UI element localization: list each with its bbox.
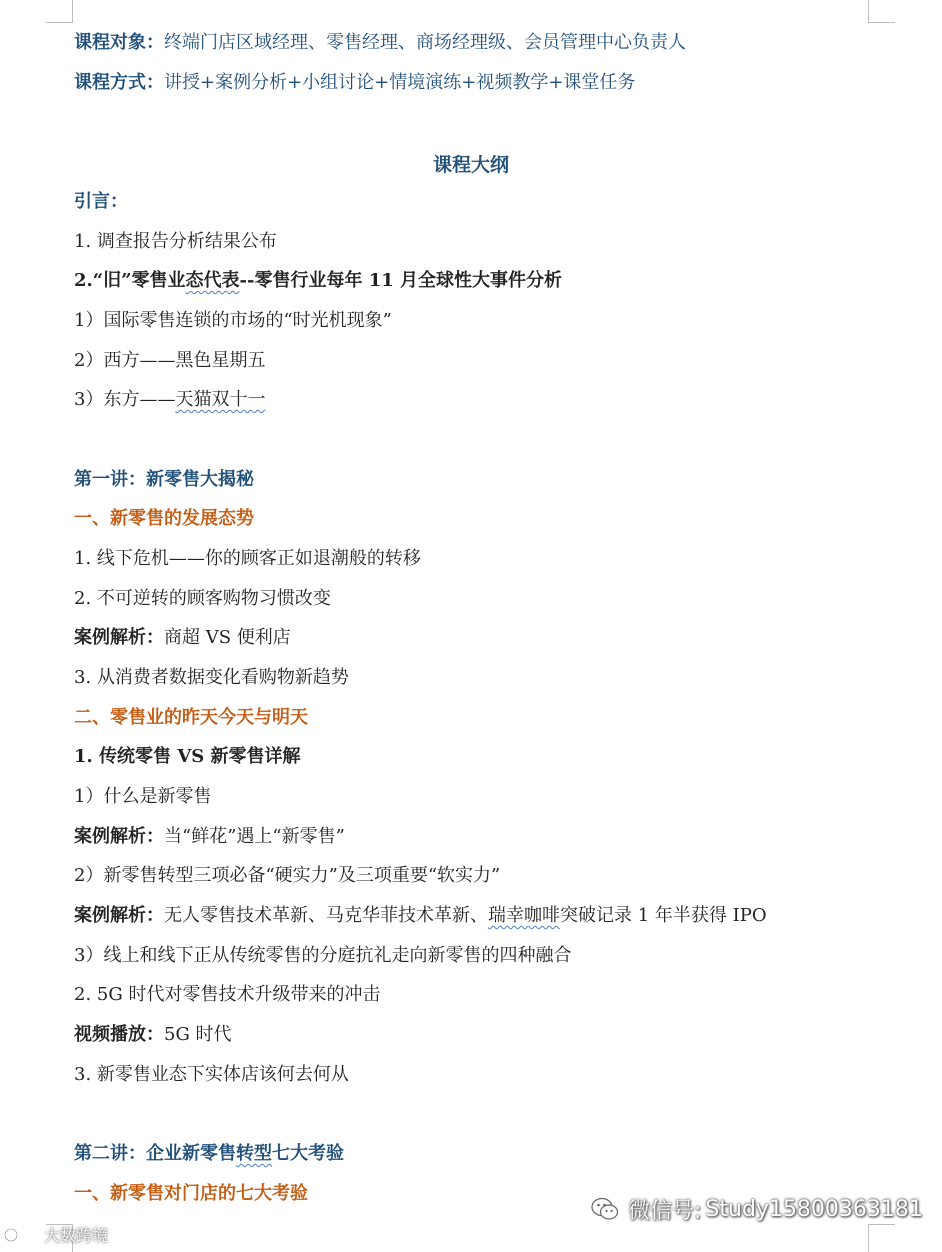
preface-sub-1: 1）国际零售连锁的市场的“时光机现象”: [74, 310, 392, 331]
case-analysis-1-label: 案例解析：: [74, 627, 164, 648]
case-analysis-3-part-a: 无人零售技术革新、马克华菲技术革新、: [164, 905, 488, 926]
lecture-1-section-1: 一、新零售的发展态势: [74, 508, 254, 529]
preface-item-1: 1. 调查报告分析结果公布: [74, 231, 277, 252]
wechat-label: 微信号:: [628, 1198, 702, 1224]
brand-watermark: [4, 1221, 108, 1247]
section-2-item-3: 3. 新零售业态下实体店该何去何从: [74, 1064, 349, 1085]
section-2-item-2: 2. 5G 时代对零售技术升级带来的冲击: [74, 984, 381, 1005]
lecture-2-heading-part-c: 七大考验: [272, 1143, 344, 1164]
course-method-label: 课程方式：: [74, 72, 164, 93]
page-corner-mark-top-left: [46, 0, 73, 23]
page-corner-mark-top-right: [868, 0, 895, 23]
preface-heading: 引言：: [74, 191, 128, 212]
preface-item-2-part-a: 2.“旧”零售业: [74, 270, 186, 291]
preface-sub-2: 2）西方——黑色星期五: [74, 350, 266, 371]
preface-sub-3: [74, 388, 265, 412]
course-audience-label: 课程对象：: [74, 32, 164, 53]
video-playback: [74, 1023, 232, 1047]
lecture-2-heading-part-a: 第二讲：企业新零售: [74, 1143, 236, 1164]
case-analysis-2: [74, 825, 345, 849]
brand-logo-icon: [4, 1225, 40, 1243]
preface-item-2: [74, 269, 562, 293]
lecture-1-item-2: 2. 不可逆转的顾客购物习惯改变: [74, 588, 331, 609]
preface-sub-3-part-a: 3）东方——: [74, 389, 176, 410]
section-2-sub-1: 1）什么是新零售: [74, 786, 212, 807]
video-playback-value: 5G 时代: [164, 1024, 232, 1045]
course-audience: [74, 31, 686, 55]
case-analysis-3-part-b: 瑞幸咖啡: [488, 905, 560, 926]
wechat-id: Study15800363181: [705, 1196, 923, 1222]
section-2-sub-3: 3）线上和线下正从传统零售的分庭抗礼走向新零售的四种融合: [74, 945, 572, 966]
video-playback-label: 视频播放：: [74, 1024, 164, 1045]
course-method: [74, 71, 635, 95]
case-analysis-3-part-c: 突破记录 1 年半获得 IPO: [560, 905, 767, 926]
brand-name: 大数跨境: [44, 1225, 109, 1245]
case-analysis-3-label: 案例解析：: [74, 905, 164, 926]
lecture-2-heading-part-b: 转型: [236, 1143, 272, 1164]
course-audience-value: 终端门店区域经理、零售经理、商场经理级、会员管理中心负责人: [164, 32, 686, 53]
lecture-1-heading: 第一讲：新零售大揭秘: [74, 469, 254, 490]
page-corner-mark-bottom-right: [868, 1224, 895, 1252]
section-2-sub-2: 2）新零售转型三项必备“硬实力”及三项重要“软实力”: [74, 865, 501, 886]
lecture-1-item-3: 3. 从消费者数据变化看购物新趋势: [74, 667, 349, 688]
preface-item-2-part-b: 态代表: [185, 270, 240, 291]
preface-sub-3-part-b: 天猫双十一: [175, 389, 266, 410]
case-analysis-1-value: 商超 VS 便利店: [164, 627, 291, 648]
preface-item-2-part-c: --零售行业每年 11 月全球性大事件分析: [239, 270, 563, 291]
case-analysis-3: [74, 904, 767, 928]
wechat-icon: [590, 1196, 620, 1222]
case-analysis-1: [74, 626, 291, 650]
outline-title: 课程大纲: [432, 154, 509, 176]
lecture-2-section-1: 一、新零售对门店的七大考验: [74, 1183, 308, 1204]
case-analysis-2-label: 案例解析：: [74, 826, 164, 847]
course-method-value: 讲授+案例分析+小组讨论+情境演练+视频教学+课堂任务: [164, 72, 636, 93]
lecture-2-heading: [74, 1142, 344, 1166]
lecture-1-item-1: 1. 线下危机——你的顾客正如退潮般的转移: [74, 548, 421, 569]
section-2-item-1: 1. 传统零售 VS 新零售详解: [74, 746, 301, 767]
case-analysis-2-value: 当“鲜花”遇上“新零售”: [164, 826, 345, 847]
wechat-watermark: [590, 1192, 923, 1226]
lecture-1-section-2: 二、零售业的昨天今天与明天: [74, 707, 308, 728]
